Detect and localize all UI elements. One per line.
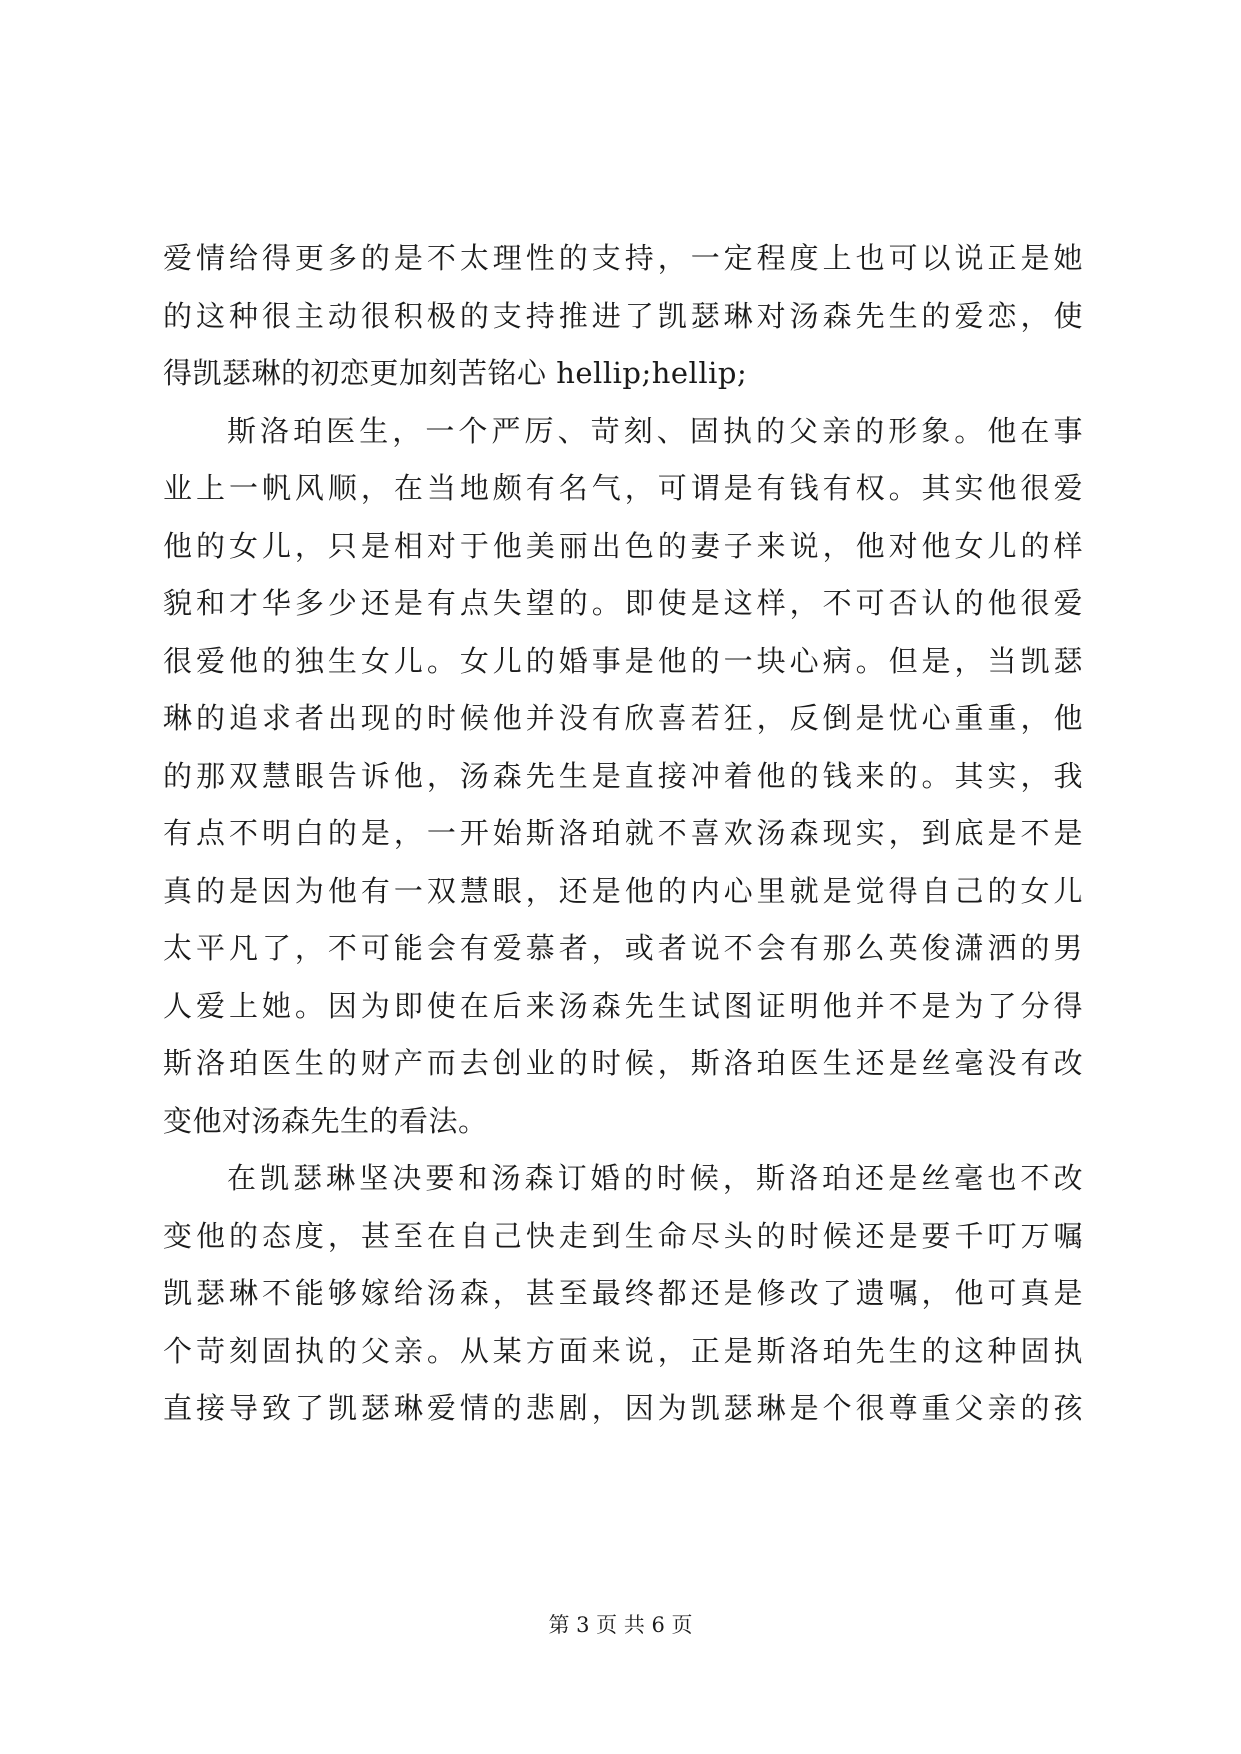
text-line: 斯洛珀医生的财产而去创业的时候，斯洛珀医生还是丝毫没有改: [163, 1046, 1083, 1080]
text-line: 得凯瑟琳的初恋更加刻苦铭心 hellip;hellip;: [163, 356, 748, 390]
text-line: 人爱上她。因为即使在后来汤森先生试图证明他并不是为了分得: [163, 988, 1083, 1023]
text-line: 变他的态度，甚至在自己快走到生命尽头的时候还是要千叮万嘱: [163, 1218, 1083, 1253]
text-line: 他的女儿，只是相对于他美丽出色的妻子来说，他对他女儿的样: [163, 528, 1083, 563]
text-line: 的这种很主动很积极的支持推进了凯瑟琳对汤森先生的爱恋，使: [163, 298, 1083, 333]
text-line: 琳的追求者出现的时候他并没有欣喜若狂，反倒是忧心重重，他: [163, 701, 1083, 735]
text-line: 个苛刻固执的父亲。从某方面来说，正是斯洛珀先生的这种固执: [163, 1333, 1083, 1368]
text-line: 有点不明白的是，一开始斯洛珀就不喜欢汤森现实，到底是不是: [163, 816, 1083, 850]
text-line: 太平凡了，不可能会有爱慕者，或者说不会有那么英俊潇洒的男: [163, 931, 1083, 965]
text-line: 凯瑟琳不能够嫁给汤森，甚至最终都还是修改了遗嘱，他可真是: [163, 1276, 1083, 1310]
text-line: 的那双慧眼告诉他，汤森先生是直接冲着他的钱来的。其实，我: [163, 758, 1083, 793]
text-line: 业上一帆风顺，在当地颇有名气，可谓是有钱有权。其实他很爱: [163, 471, 1083, 505]
text-line: 爱情给得更多的是不太理性的支持，一定程度上也可以说正是她: [163, 241, 1083, 275]
paragraph-3: [163, 1150, 1083, 1438]
text-line: 直接导致了凯瑟琳爱情的悲剧，因为凯瑟琳是个很尊重父亲的孩: [163, 1391, 1083, 1425]
body-text: [163, 230, 1083, 1438]
text-line: 斯洛珀医生，一个严厉、苛刻、固执的父亲的形象。他在事: [227, 413, 1083, 448]
text-line: 貌和才华多少还是有点失望的。即使是这样，不可否认的他很爱: [163, 586, 1083, 620]
text-line: 很爱他的独生女儿。女儿的婚事是他的一块心病。但是，当凯瑟: [163, 643, 1083, 678]
text-line: 变他对汤森先生的看法。: [163, 1103, 488, 1138]
page-number-footer: 第 3 页 共 6 页: [548, 1613, 693, 1637]
text-line: 在凯瑟琳坚决要和汤森订婚的时候，斯洛珀还是丝毫也不改: [227, 1161, 1083, 1195]
paragraph-1: [163, 230, 1083, 403]
text-line: 真的是因为他有一双慧眼，还是他的内心里就是觉得自己的女儿: [163, 873, 1083, 908]
paragraph-2: [163, 403, 1083, 1151]
